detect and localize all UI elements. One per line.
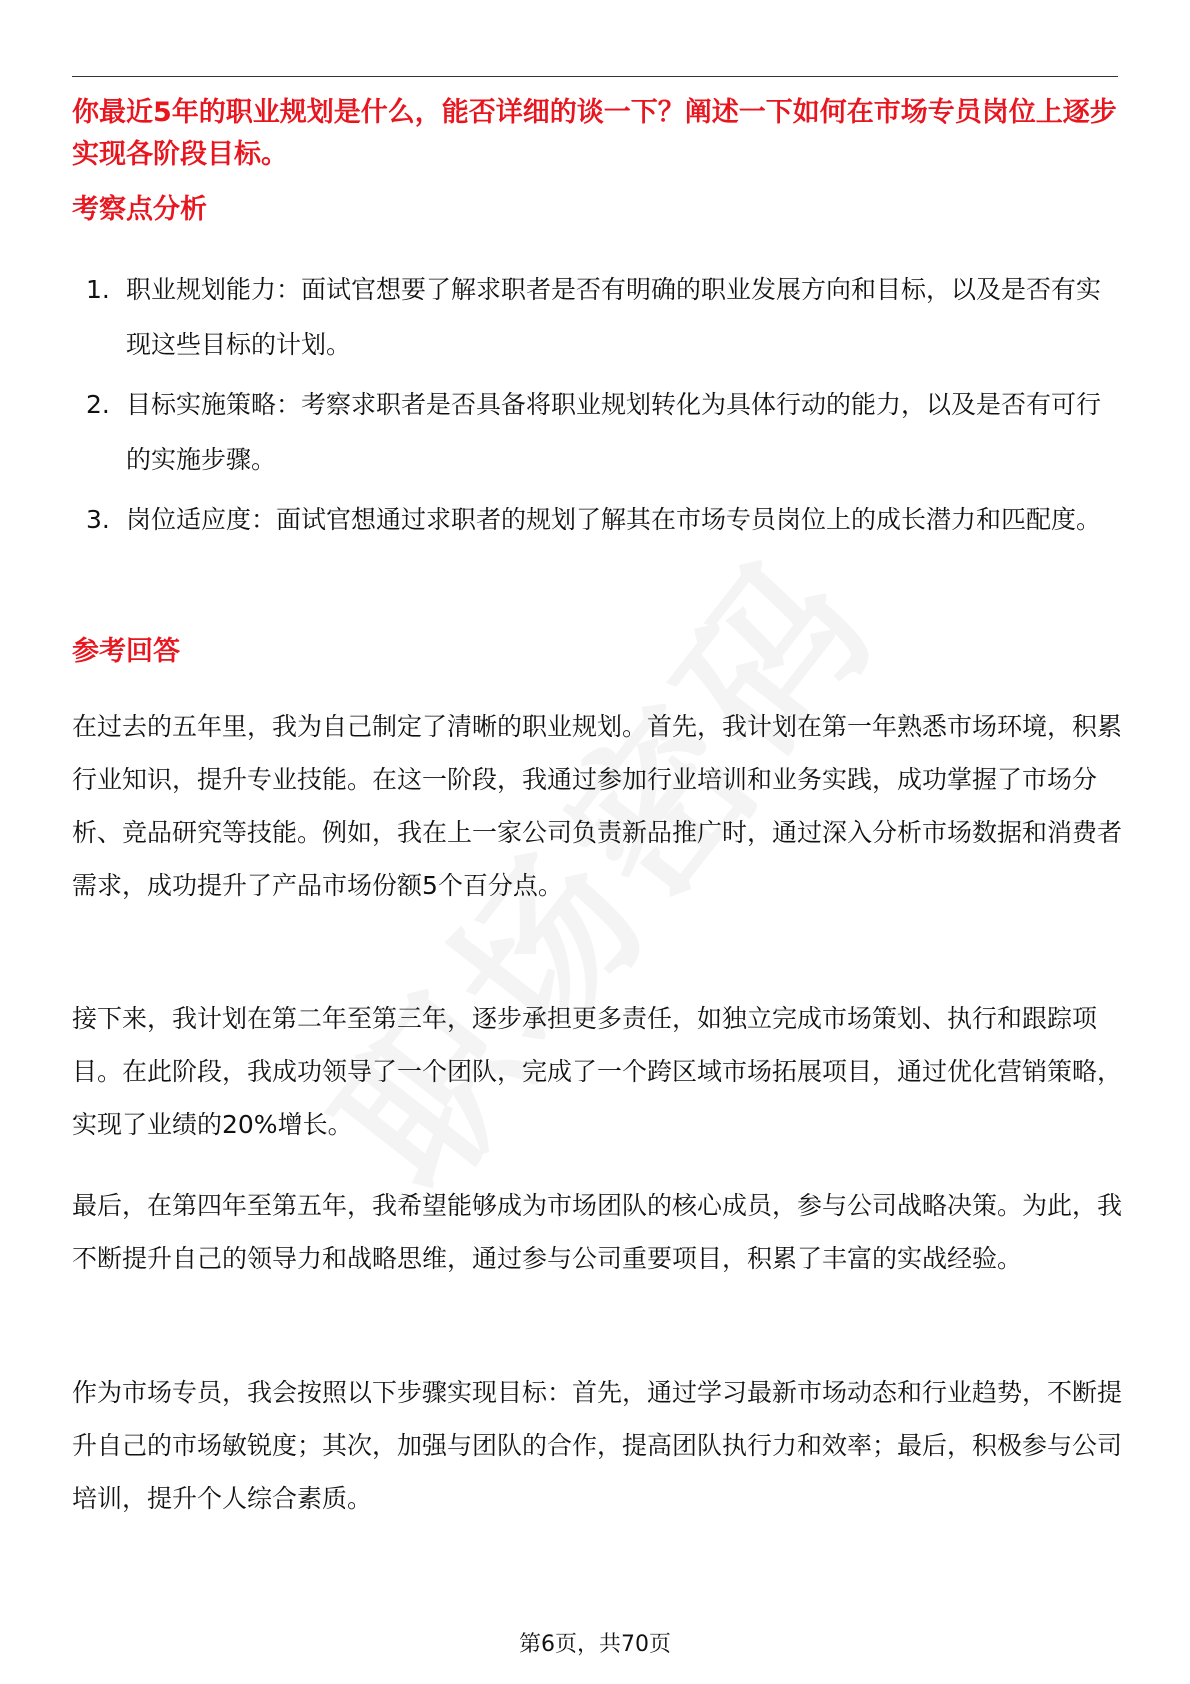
answer-heading: 参考回答 [72,636,180,667]
list-item [72,492,1122,547]
list-item [72,262,1122,372]
list-item-text: 目标实施策略：考察求职者是否具备将职业规划转化为具体行动的能力，以及是否有可行的实施步骤。 [126,390,1102,474]
answer-paragraph: 接下来，我计划在第二年至第三年，逐步承担更多责任，如独立完成市场策划、执行和跟踪项目。在此阶段，我成功领导了一个团队，完成了一个跨区域市场拓展项目，通过优化营销策略，实现了业绩的20%增长。 [72,1004,1123,1139]
list-item-text: 岗位适应度：面试官想通过求职者的规划了解其在市场专员岗位上的成长潜力和匹配度。 [126,505,1102,534]
answer-paragraph: 在过去的五年里，我为自己制定了清晰的职业规划。首先，我计划在第一年熟悉市场环境，积累行业知识，提升专业技能。在这一阶段，我通过参加行业培训和业务实践，成功掌握了市场分析、竞品研究等技能。例如，我在上一家公司负责新品推广时，通过深入分析市场数据和消费者需求，成功提升了产品市场份额5个百分点。 [72,712,1123,900]
analysis-heading: 考察点分析 [72,194,207,225]
answer-paragraph: 最后，在第四年至第五年，我希望能够成为市场团队的核心成员，参与公司战略决策。为此，我不断提升自己的领导力和战略思维，通过参与公司重要项目，积累了丰富的实战经验。 [72,1191,1123,1273]
analysis-list [72,262,1122,552]
list-item-number: 1. [86,275,110,304]
page-number-footer: 第6页，共70页 [519,1632,671,1657]
list-item-number: 3. [86,505,110,534]
answer-paragraph: 作为市场专员，我会按照以下步骤实现目标：首先，通过学习最新市场动态和行业趋势，不断提升自己的市场敏锐度；其次，加强与团队的合作，提高团队执行力和效率；最后，积极参与公司培训，提升个人综合素质。 [72,1378,1123,1513]
list-item-number: 2. [86,390,110,419]
question-title: 你最近5年的职业规划是什么，能否详细的谈一下？阐述一下如何在市场专员岗位上逐步实现各阶段目标。 [72,97,1117,170]
top-divider [72,76,1118,77]
list-item-text: 职业规划能力：面试官想要了解求职者是否有明确的职业发展方向和目标，以及是否有实现这些目标的计划。 [126,275,1102,359]
list-item [72,377,1122,487]
